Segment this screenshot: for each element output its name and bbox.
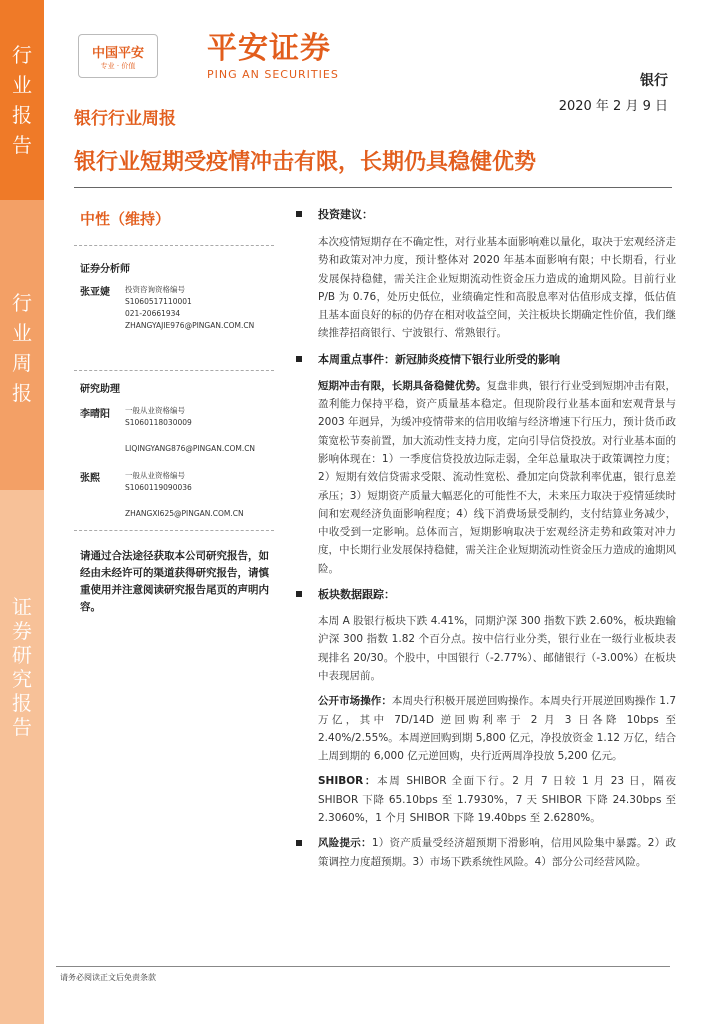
pingan-securities-logo-cn: 平安证券 bbox=[207, 31, 331, 66]
pingan-group-logo bbox=[78, 34, 158, 78]
footer-divider bbox=[56, 966, 670, 967]
report-date: 2020 年 2 月 9 日 bbox=[558, 99, 668, 114]
section-title: 板块数据跟踪： bbox=[318, 588, 395, 602]
paragraph-lead: 风险提示： bbox=[318, 837, 372, 850]
analyst-info bbox=[125, 284, 275, 332]
sidebar-char: 告 bbox=[12, 133, 32, 157]
section-heading bbox=[296, 206, 676, 224]
paragraph bbox=[296, 772, 676, 827]
header-divider bbox=[74, 187, 672, 188]
square-bullet-icon bbox=[296, 840, 302, 846]
analyst-email[interactable]: ZHANGYAJIE976@PINGAN.COM.CN bbox=[125, 321, 255, 330]
square-bullet-icon bbox=[296, 211, 302, 217]
footer-note: 请务必阅读正文后免责条款 bbox=[60, 973, 156, 982]
sidebar-char: 券 bbox=[12, 619, 32, 643]
paragraph bbox=[296, 692, 676, 765]
analyst-license-label: 投资咨询资格编号 bbox=[125, 285, 185, 294]
main-content bbox=[296, 206, 676, 871]
paragraph: 本次疫情短期存在不确定性，对行业基本面影响难以量化，取决于宏观经济走势和政策对冲力度，预计整体对 2020 年基本面影响有限；中长期看，行业发展保持稳健，需关注企业短期流动性资金压力造成的逾期风险。目前行业 P/B 为 0.76，处历史低位，业绩确定性和高股息率对估值形成支撑，低估值且基本面良好的标的仍存在相对收益空间，关注板块长期确定性价值，我们继续推荐招商银行、宁波银行、常熟银行。 bbox=[318, 236, 676, 340]
analyst-name: 张亚婕 bbox=[80, 287, 110, 298]
disclaimer: 请通过合法途径获取本公司研究报告，如经由未经许可的渠道获得研究报告，请慎重使用并注意阅读研究报告尾页的声明内容。 bbox=[80, 550, 269, 613]
paragraph-lead: SHIBOR： bbox=[318, 775, 378, 788]
assistant-license-label: 一般从业资格编号 bbox=[125, 406, 185, 415]
paragraph bbox=[296, 377, 676, 578]
assistant-heading: 研究助理 bbox=[80, 384, 120, 395]
assistant-license-label: 一般从业资格编号 bbox=[125, 471, 185, 480]
page-title: 银行业短期受疫情冲击有限，长期仍具稳健优势 bbox=[74, 150, 537, 175]
risk-paragraph bbox=[296, 834, 676, 871]
sidebar-char: 研 bbox=[12, 643, 32, 667]
assistant-name: 李晴阳 bbox=[80, 409, 110, 420]
sidebar-char: 行 bbox=[12, 43, 32, 67]
pingan-group-logo-text: 中国平安 bbox=[91, 46, 144, 61]
divider bbox=[74, 530, 274, 531]
section-title: 本周重点事件：新冠肺炎疫情下银行业所受的影响 bbox=[318, 352, 560, 366]
sidebar-char: 业 bbox=[12, 321, 32, 345]
divider bbox=[74, 245, 274, 246]
divider bbox=[74, 370, 274, 371]
paragraph-body: 本周央行积极开展逆回购操作。本周央行开展逆回购操作 1.7 万亿，其中 7D/14D 逆回购利率于 2 月 3 日各降 10bps 至 2.40%/2.55%。本周逆回购到期 5,800 亿元，净投放资金 1.12 万亿，结合上周到期的 6,000 亿元逆回购，央行近两周净投放 5,200 亿元。 bbox=[318, 695, 676, 763]
assistant-email[interactable]: LIQINGYANG876@PINGAN.COM.CN bbox=[125, 444, 256, 453]
analyst-license-no: S1060517110001 bbox=[125, 297, 192, 306]
pingan-securities-logo bbox=[207, 32, 339, 81]
sidebar-char: 行 bbox=[12, 291, 32, 315]
assistant-info bbox=[125, 405, 275, 455]
sidebar-char: 报 bbox=[12, 381, 32, 405]
sidebar-weekly bbox=[0, 200, 44, 490]
sidebar-char: 周 bbox=[12, 351, 32, 375]
sidebar-char: 业 bbox=[12, 73, 32, 97]
paragraph-lead: 公开市场操作： bbox=[318, 695, 392, 708]
paragraph-lead: 短期冲击有限，长期具备稳健优势。 bbox=[318, 379, 487, 392]
assistant-email[interactable]: ZHANGXI625@PINGAN.COM.CN bbox=[125, 509, 244, 518]
sidebar-char: 报 bbox=[12, 103, 32, 127]
pingan-group-logo-sub: 专业 · 价值 bbox=[100, 62, 136, 70]
sidebar-char: 告 bbox=[12, 715, 32, 739]
sidebar-char: 证 bbox=[12, 595, 32, 619]
paragraph-body: 本周 SHIBOR 全面下行。2 月 7 日较 1 月 23 日，隔夜 SHIBOR 下降 65.10bps 至 1.7930%，7 天 SHIBOR 下降 24.30bps 至 2.3060%，1 个月 SHIBOR 下降 19.40bps 至 2.6280%。 bbox=[318, 775, 676, 825]
sidebar-industry-report bbox=[0, 0, 44, 200]
paragraph-body: 复盘非典，银行行业受到短期冲击有限，盈利能力保持平稳，资产质量基本稳定。但现阶段行业基本面和宏观背景与 2003 年迥异，为缓冲疫情带来的信用收缩与经济增速下行压力，预计货币政策宽松节奏前置，加大流动性支持力度，定向引导信贷投放。对行业基本面的影响体现在：1）一季度信贷投放边际走弱，全年总量取决于政策调控力度；2）短期有效信贷需求受限、流动性宽松、叠加定向贷款利率优惠，银行息差承压；3）短期资产质量大幅恶化的可能性不大，未来压力取决于疫情延续时间和宏观经济负面影响程度；4）线下消费场景受制约，支付结算业务减少，中收受到一定影响。总体而言，短期影响取决于宏观经济走势和政策对冲力度，中长期行业发展保持稳健，需关注企业短期流动性资金压力造成的逾期风险。 bbox=[318, 379, 676, 575]
square-bullet-icon bbox=[296, 356, 302, 362]
sidebar-char: 报 bbox=[12, 691, 32, 715]
sidebar-research bbox=[0, 490, 44, 1024]
analyst-heading: 证券分析师 bbox=[80, 264, 130, 275]
section-heading bbox=[296, 586, 676, 604]
analyst-phone: 021-20661934 bbox=[125, 309, 181, 318]
paragraph-body: 1）资产质量受经济超预期下滑影响，信用风险集中暴露。2）政策调控力度超预期。3）市场下跌系统性风险。4）部分公司经营风险。 bbox=[318, 837, 676, 868]
assistant-name: 张熙 bbox=[80, 473, 100, 484]
sector-label: 银行 bbox=[640, 73, 668, 89]
assistant-license-no: S1060119090036 bbox=[125, 483, 192, 492]
rating: 中性（维持） bbox=[80, 210, 171, 228]
section-heading bbox=[296, 351, 676, 369]
assistant-license-no: S1060118030009 bbox=[125, 418, 192, 427]
sidebar-char: 究 bbox=[12, 667, 32, 691]
pingan-securities-logo-en: PING AN SECURITIES bbox=[207, 68, 339, 81]
report-type: 银行行业周报 bbox=[74, 109, 176, 129]
paragraph: 本周 A 股银行板块下跌 4.41%，同期沪深 300 指数下跌 2.60%，板块跑输沪深 300 指数 1.82 个百分点。按中信行业分类，银行业在一级行业板块表现排名 20/30。个股中，中国银行（-2.77%）、邮储银行（-3.00%）在板块中表现居前。 bbox=[318, 615, 676, 682]
section-title: 投资建议： bbox=[318, 208, 373, 221]
square-bullet-icon bbox=[296, 591, 302, 597]
assistant-info bbox=[125, 470, 275, 520]
